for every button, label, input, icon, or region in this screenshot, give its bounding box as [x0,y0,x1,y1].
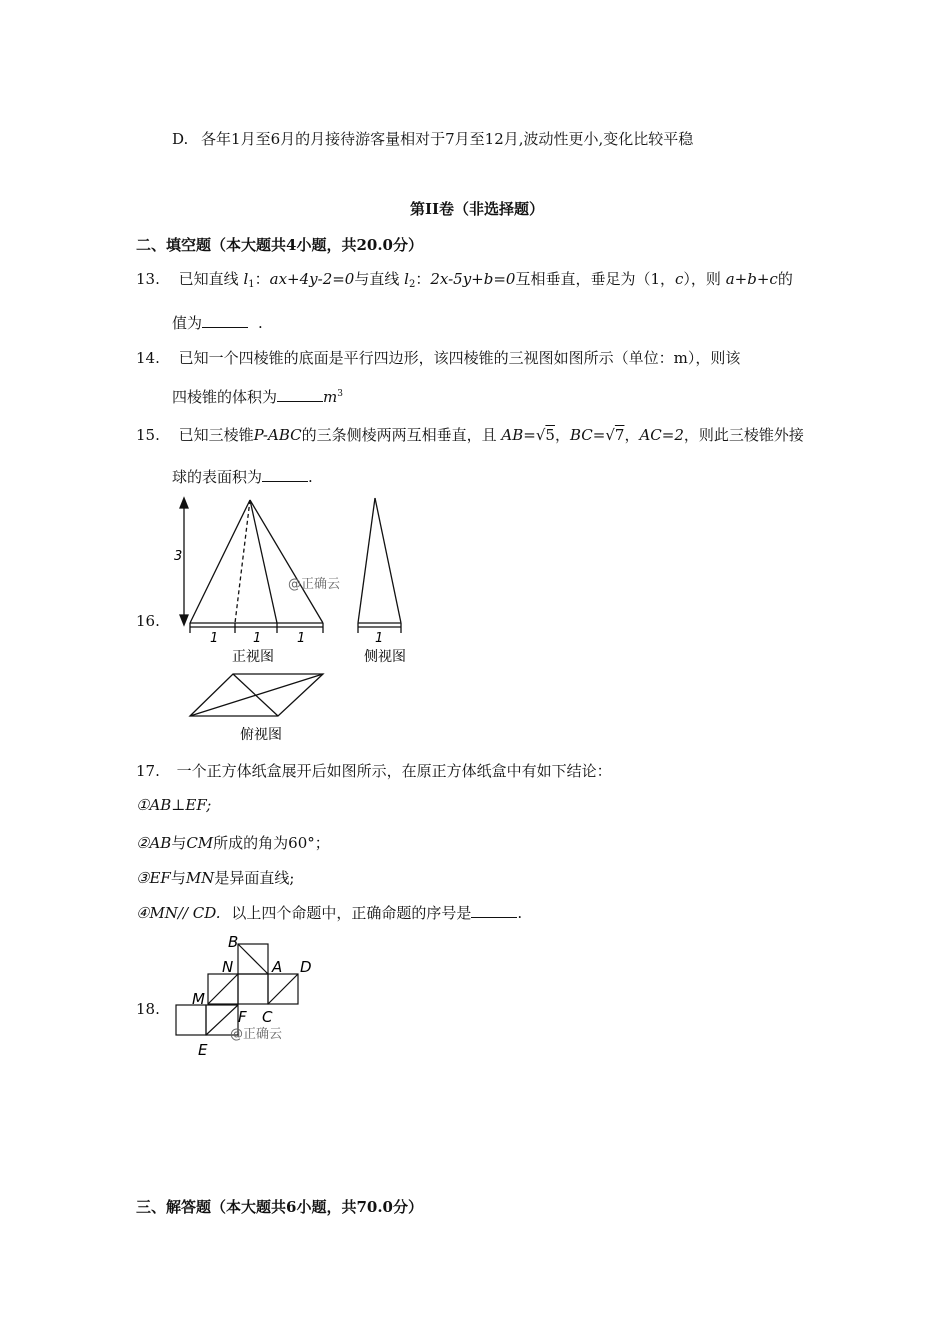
top-view [190,674,323,716]
dim-label: 1 [253,631,262,646]
q13-l1-sub: 1 [248,279,255,290]
answer-blank[interactable] [202,315,248,328]
q17-statement-4 [136,902,522,923]
question-number: 18. [136,1000,160,1018]
option-label: D. [172,130,189,148]
question-number: 13. [136,270,160,288]
label-a: A [272,958,283,976]
q13-text5: 的 [777,270,793,288]
q17-s3a: ③EF [136,869,171,887]
answer-blank[interactable] [262,469,308,482]
q13-text4: ），则 [683,270,721,288]
q15-pabc: P-ABC [253,426,302,444]
three-view-figure [160,492,430,744]
q15-bc: BC= [569,426,606,444]
watermark: @正确云 [230,1027,283,1042]
q13-c: c [675,270,684,288]
answer-blank[interactable] [471,905,517,918]
q17-s4a: ④MN// CD. [136,904,221,922]
q17-intro: 一个正方体纸盒展开后如图所示，在原正方体纸盒中有如下结论： [176,762,612,780]
q17-end: . [517,904,523,922]
q17-s2c: CM [186,834,214,852]
question-15-line2 [172,466,313,487]
side-view-label: 侧视图 [364,649,406,665]
q13-l2-sub: 2 [408,279,416,290]
q13-text: 已知直线 [178,270,239,288]
question-number: 16. [136,612,160,630]
dim-label: 1 [210,631,219,646]
q17-statement-3 [136,867,294,888]
dim-label: 1 [375,631,384,646]
option-text: 各年1月至6月的月接待游客量相对于7月至12月,波动性更小,变化比较平稳 [201,130,694,148]
q13-colon1: ： [254,270,270,288]
label-m: M [192,990,205,1008]
q13-text3: 互相垂直，垂足为（1， [515,270,676,288]
top-view-label: 俯视图 [240,727,282,743]
label-e: E [198,1041,208,1059]
q14-line2-text: 四棱锥的体积为 [172,388,278,406]
q13-line2-text: 值为 [172,314,203,332]
label-n: N [222,958,234,976]
q13-eq1: ax+4y-2=0 [269,270,355,288]
option-d [172,128,693,149]
q15-ac: AC=2 [639,426,684,444]
front-view-label: 正视图 [232,649,274,665]
q15-end: . [308,468,313,486]
label-c: C [262,1008,273,1026]
q15-line2-text: 球的表面积为 [172,468,263,486]
question-13-line2 [172,312,263,333]
q13-sum: a+b+c [725,270,778,288]
q14-unit: m [323,388,338,406]
q17-s3d: 是异面直线; [214,869,295,887]
q17-s4b: 以上四个命题中，正确命题的序号是 [231,904,472,922]
front-view [180,498,323,633]
q17-s2b: 与 [171,834,187,852]
section-title: 第II卷（非选择题） [410,200,545,218]
q15-text2: 的三条侧棱两两互相垂直，且 [301,426,497,444]
question-number: 17. [136,762,160,780]
q13-colon2: ： [415,270,431,288]
section-heading: 二、填空题（本大题共4小题，共20.0分） [136,236,423,254]
side-view [358,498,401,633]
label-d: D [300,958,312,976]
q13-l1: l [243,270,249,288]
q15-sqrt2: √ [605,426,615,444]
q14-text: 已知一个四棱锥的底面是平行四边形，该四棱锥的三视图如图所示（单位：m），则该 [178,349,741,367]
q17-s2a: ②AB [136,834,172,852]
q13-end: . [258,314,263,332]
cube-net-figure [168,934,338,1060]
q15-text3: ，则此三棱锥外接 [683,426,804,444]
q17-s3c: MN [185,869,215,887]
section-heading: 三、解答题（本大题共6小题，共70.0分） [136,1198,423,1216]
question-number: 15. [136,426,160,444]
q17-statement-2 [136,832,330,853]
q15-ab: AB= [501,426,536,444]
q14-unit-sup: 3 [337,389,343,399]
watermark: @正确云 [288,577,341,592]
answer-blank[interactable] [277,389,323,402]
q17-s3b: 与 [170,869,186,887]
q13-eq2: 2x-5y+b=0 [430,270,516,288]
label-b: B [228,934,239,951]
question-14-line2 [172,386,343,407]
question-17 [136,760,612,781]
dim-label: 1 [297,631,306,646]
q15-five: 5 [545,426,555,444]
q15-text: 已知三棱锥 [178,426,254,444]
q13-l2: l [404,270,409,288]
question-15: 15. 已知三棱锥P-ABC的三条侧棱两两互相垂直，且 AB=√5，BC=√7，AC=2，则此三棱锥外接 [136,426,804,444]
question-14 [136,347,740,368]
q13-text2: 与直线 [354,270,400,288]
height-label: 3 [174,549,183,564]
label-f: F [238,1008,247,1026]
q15-seven: 7 [614,426,625,444]
q15-sqrt: √ [535,426,546,444]
question-number: 14. [136,349,160,367]
q17-s2d: 所成的角为60°； [213,834,330,852]
question-13 [136,268,793,290]
q17-statement-1: ①AB⊥EF; [136,796,212,814]
